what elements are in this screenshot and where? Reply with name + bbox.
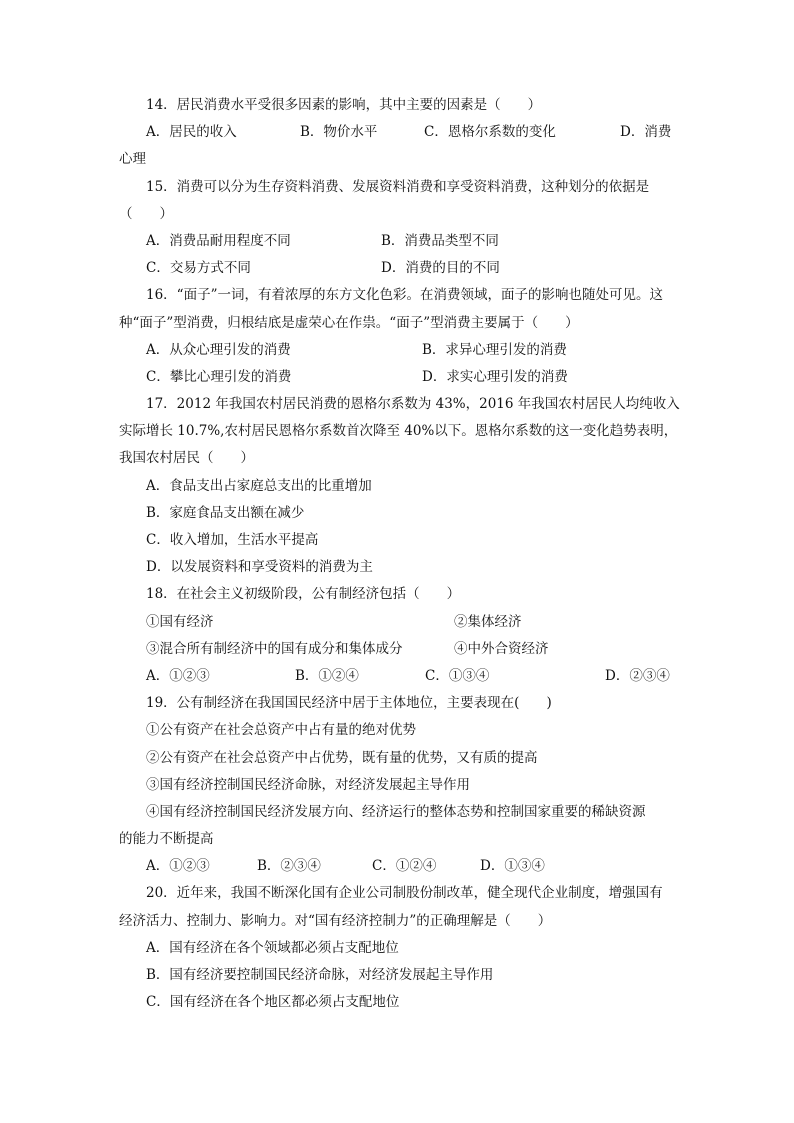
question-18-item-2: ②集体经济 [454,613,522,630]
question-16-option-b: B．求异心理引发的消费 [422,341,567,358]
question-16-stem-text-1: 16．“面子”一词，有着浓厚的东方文化色彩。在消费领域，面子的影响也随处可见。这 [146,287,663,304]
question-19-item-4-line-2 [119,826,679,853]
question-17-option-d [119,554,679,581]
question-17-stem-text-2: 实际增长 10.7%,农村居民恩格尔系数首次降至 40%以下。恩格尔系数的这一变化趋势表明， [119,423,678,440]
question-20-option-b-text: B．国有经济要控制国民经济命脉，对经济发展起主导作用 [146,967,494,983]
question-15-option-c: C．交易方式不同 [146,260,251,277]
question-17-option-a [119,473,679,500]
question-19-option-b: B．②③④ [257,858,321,875]
question-14-stem-text: 14．居民消费水平受很多因素的影响，其中主要的因素是（ ） [146,97,542,113]
question-19-item-1 [119,717,679,744]
question-18-items-row-2 [119,636,679,663]
question-18-item-4: ④中外合资经济 [454,640,549,657]
question-20-stem-line-2 [119,908,679,935]
question-19-item-4-text-1: ④国有经济控制国民经济发展方向、经济运行的整体态势和控制国家重要的稀缺资源 [146,803,646,820]
question-17-stem-line-2 [119,418,679,445]
question-15-options-row-2 [119,255,679,282]
question-15-stem-cont-text: （ ） [119,205,173,222]
question-18-item-3: ③混合所有制经济中的国有成分和集体成分 [146,640,403,657]
question-15-option-b: B．消费品类型不同 [381,232,499,249]
question-18-option-b: B．①②④ [295,667,359,684]
question-18-item-1: ①国有经济 [146,613,214,630]
question-17-stem-line-1 [119,391,679,418]
question-17-option-b [119,500,679,527]
question-20-stem-text-1: 20．近年来，我国不断深化国有企业公司制股份制改革，健全现代企业制度，增强国有 [146,885,663,902]
question-18-option-a: A．①②③ [146,667,210,684]
question-18-options [119,663,679,690]
question-19-options [119,853,679,880]
question-17-option-c-text: C．收入增加，生活水平提高 [146,532,319,548]
question-15-stem-continued [119,201,679,228]
question-16-option-c: C．攀比心理引发的消费 [146,368,292,385]
question-14-option-a: A．居民的收入 [146,124,237,141]
question-19-stem-text: 19．公有制经济在我国国民经济中居于主体地位，主要表现在( ) [146,695,552,712]
question-17-option-b-text: B．家庭食品支出额在减少 [146,504,305,521]
question-20-option-c-text: C．国有经济在各个地区都必须占支配地位 [146,994,400,1011]
question-16-options-row-2 [119,364,679,391]
question-19-item-1-text: ①公有资产在社会总资产中占有量的绝对优势 [146,722,416,739]
question-19-stem [119,690,679,717]
question-19-item-4-text-2: 的能力不断提高 [119,831,214,848]
question-20-option-a-text: A．国有经济在各个领域都必须占支配地位 [146,939,399,956]
question-19-option-c: C．①②④ [372,858,437,875]
question-14-option-d-cont-text: 心理 [119,151,146,168]
question-17-stem-text-1: 17．2012 年我国农村居民消费的恩格尔系数为 43%，2016 年我国农村居民人均纯收入 [146,396,680,413]
question-14-option-c: C．恩格尔系数的变化 [424,124,556,141]
question-18-stem [119,581,679,608]
question-20-stem-line-1 [119,880,679,907]
question-16-options-row-1 [119,337,679,364]
question-16-stem-text-2: 种“面子”型消费，归根结底是虚荣心在作祟。“面子”型消费主要属于（ ） [119,314,579,331]
question-16-option-a: A．从众心理引发的消费 [146,341,291,358]
question-17-option-d-text: D．以发展资料和享受资料的消费为主 [146,559,373,576]
question-14-option-b: B．物价水平 [300,124,378,141]
question-19-item-3-text: ③国有经济控制国民经济命脉，对经济发展起主导作用 [146,776,470,793]
question-19-item-4-line-1 [119,799,679,826]
exam-page [119,92,679,1016]
question-16-option-d: D．求实心理引发的消费 [422,368,568,385]
question-17-option-a-text: A．食品支出占家庭总支出的比重增加 [146,477,372,494]
question-14-option-d-continued [119,146,679,173]
question-20-option-b [119,962,679,989]
question-14-options [119,119,679,146]
question-18-stem-text: 18．在社会主义初级阶段，公有制经济包括（ ） [146,586,461,603]
question-19-option-a: A．①②③ [146,858,210,875]
question-20-option-c [119,989,679,1016]
question-19-item-2-text: ②公有资产在社会总资产中占优势，既有量的优势，又有质的提高 [146,749,538,766]
question-16-stem-line-2 [119,310,679,337]
question-18-option-c: C．①③④ [425,667,490,684]
question-17-stem-text-3: 我国农村居民（ ） [119,450,254,467]
question-15-option-d: D．消费的目的不同 [381,260,500,277]
question-18-option-d: D．②③④ [605,667,670,684]
question-16-stem-line-1 [119,282,679,309]
question-19-item-3 [119,772,679,799]
question-15-stem [119,174,679,201]
question-15-stem-text: 15．消费可以分为生存资料消费、发展资料消费和享受资料消费，这种划分的依据是 [146,178,650,195]
question-15-options-row-1 [119,228,679,255]
question-17-stem-line-3 [119,445,679,472]
question-14-option-d: D．消费 [620,124,672,141]
question-15-option-a: A．消费品耐用程度不同 [146,232,291,249]
question-20-stem-text-2: 经济活力、控制力、影响力。对“国有经济控制力”的正确理解是（ ） [119,912,552,929]
question-20-option-a [119,935,679,962]
question-14-stem [119,92,679,119]
question-17-option-c [119,527,679,554]
question-19-item-2 [119,745,679,772]
question-18-items-row-1 [119,609,679,636]
question-19-option-d: D．①③④ [480,858,545,875]
